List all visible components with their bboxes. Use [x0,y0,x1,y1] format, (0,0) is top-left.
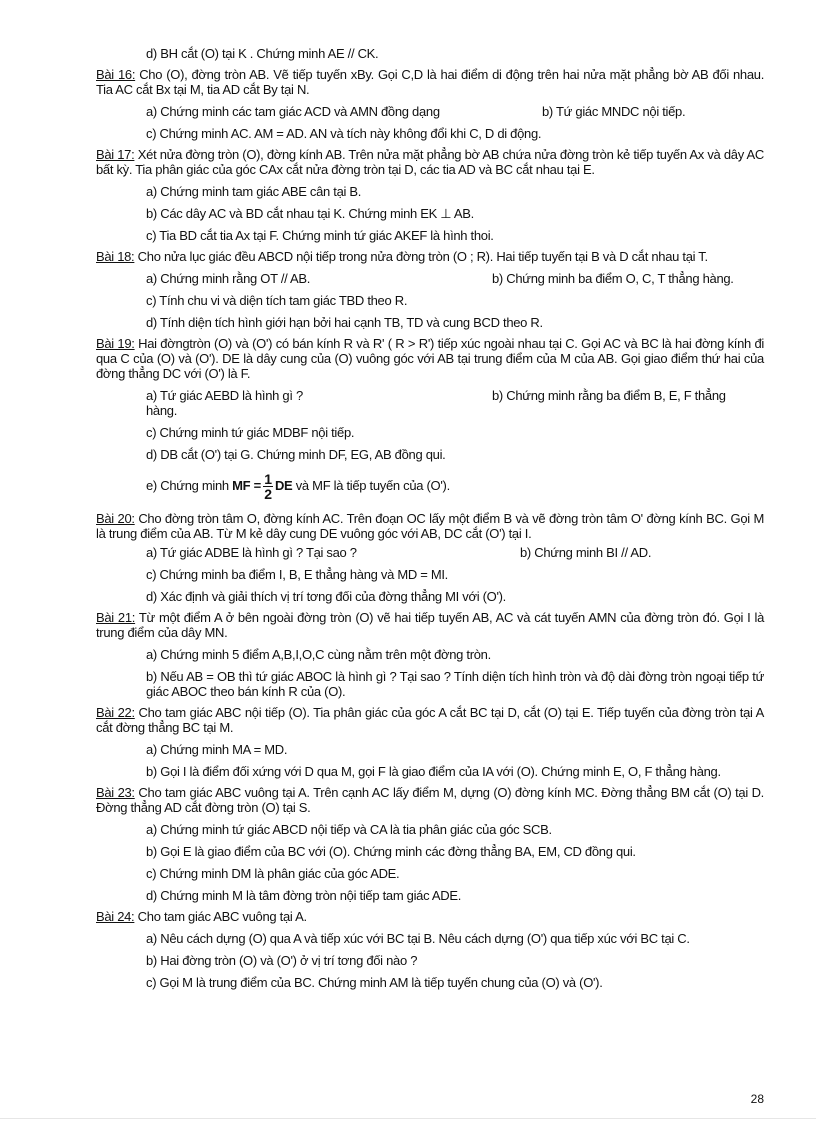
problem-24 [96,909,764,924]
item-d: d) Tính diện tích hình giới hạn bởi hai cạnh TB, TD và cung BCD theo R. [146,315,543,330]
item-a: a) Chứng minh 5 điểm A,B,I,O,C cùng nằm trên một đờng tròn. [146,647,491,662]
problem-21 [96,610,764,640]
formula-de: DE [274,478,293,493]
problem-17 [96,147,764,177]
item-d: d) Chứng minh M là tâm đờng tròn nội tiếp tam giác ADE. [146,888,462,903]
item-b: b) Các dây AC và BD cắt nhau tại K. Chứng minh EK ⊥ AB. [146,206,474,221]
problem-18 [96,249,764,264]
problem-statement: Cho tam giác ABC vuông tại A. [134,909,307,924]
item-a: a) Chứng minh các tam giác ACD và AMN đồng dạng [146,104,440,119]
item-e [96,469,764,503]
item-b: b) Gọi E là giao điểm của BC với (O). Chứng minh các đờng thẳng BA, EM, CD đồng qui. [146,844,636,859]
item-a: a) Chứng minh tứ giác ABCD nội tiếp và CA là tia phân giác của góc SCB. [146,822,552,837]
item-a: a) Chứng minh tam giác ABE cân tại B. [146,184,362,199]
problem-16 [96,67,764,97]
problem-title: Bài 22: [96,705,135,720]
problem-title: Bài 24: [96,909,135,924]
item-b: b) Tứ giác MNDC nội tiếp. [542,104,686,119]
item-e-suffix: và MF là tiếp tuyến của (O'). [292,478,450,493]
item-a: a) Tứ giác ADBE là hình gì ? Tại sao ? [146,545,357,560]
page-bottom-edge [0,1118,816,1119]
item-b: b) Chứng minh ba điểm O, C, T thẳng hàng. [492,271,734,286]
fraction [263,472,273,501]
document-page [96,46,764,990]
item-a: a) Chứng minh rằng OT // AB. [146,271,311,286]
fraction-numerator: 1 [264,471,272,488]
item-b: b) Chứng minh rằng ba điểm B, E, F thẳng [492,388,726,403]
problem-20 [96,511,764,541]
item-d: d) Xác định và giải thích vị trí tơng đối của đờng thẳng MI với (O'). [146,589,506,604]
item-a: a) Tứ giác AEBD là hình gì ? [146,388,303,403]
item-c: c) Chứng minh DM là phân giác của góc ADE. [146,866,400,881]
intro-item-d: d) BH cắt (O) tại K . Chứng minh AE // CK. [146,46,379,61]
problem-statement: Hai đờngtròn (O) và (O') có bán kính R và R' ( R > R') tiếp xúc ngoài nhau tại C. Gọi AC và BC là hai đờng kính đi qua C của (O) và (O'). DE là dây cung của (O) vuông góc với AB tại trung điểm của M của AB. Gọi giao điểm thứ hai của đờng thẳng DC với (O') là F. [96,336,764,381]
item-b: b) Hai đờng tròn (O) và (O') ở vị trí tơng đối nào ? [146,953,418,968]
problem-19 [96,336,764,381]
item-c: c) Chứng minh AC. AM = AD. AN và tích này không đổi khi C, D di động. [146,126,542,141]
problem-title: Bài 18: [96,249,135,264]
problem-statement: Cho tam giác ABC vuông tại A. Trên cạnh AC lấy điểm M, dựng (O) đờng kính MC. Đờng thẳng BM cắt (O) tại D. Đờng thẳng AD cắt đờng tròn (O) tại S. [96,785,764,815]
item-c: c) Tia BD cắt tia Ax tại F. Chứng minh tứ giác AKEF là hình thoi. [146,228,494,243]
problem-title: Bài 16: [96,67,136,82]
item-e-prefix: e) Chứng minh [146,478,233,493]
problem-statement: Cho nửa lục giác đều ABCD nội tiếp trong nửa đờng tròn (O ; R). Hai tiếp tuyến tại B và D cắt nhau tại T. [134,249,708,264]
problem-title: Bài 20: [96,511,135,526]
item-a: a) Nêu cách dựng (O) qua A và tiếp xúc với BC tại B. Nêu cách dựng (O') qua tiếp xúc với BC tại C. [146,931,690,946]
item-a: a) Chứng minh MA = MD. [146,742,288,757]
item-c: c) Chứng minh tứ giác MDBF nội tiếp. [146,425,355,440]
problem-title: Bài 21: [96,610,136,625]
item-b-continued: hàng. [146,403,178,418]
problem-title: Bài 19: [96,336,135,351]
item-b: b) Chứng minh BI // AD. [520,545,652,560]
item-b: b) Nếu AB = OB thì tứ giác ABOC là hình gì ? Tại sao ? Tính diện tích hình tròn và độ dài đờng tròn ngoại tiếp tứ giác ABOC theo bán kính R của (O). [146,669,764,699]
problem-statement: Cho tam giác ABC nội tiếp (O). Tia phân giác của góc A cắt BC tại D, cắt (O) tại E. Tiếp tuyến của đờng tròn tại A cắt đờng thẳng BC tại M. [96,705,764,735]
formula-mf: MF = [232,478,261,493]
item-c: c) Chứng minh ba điểm I, B, E thẳng hàng và MD = MI. [146,567,448,582]
item-c: c) Gọi M là trung điểm của BC. Chứng minh AM là tiếp tuyến chung của (O) và (O'). [146,975,603,990]
problem-title: Bài 23: [96,785,135,800]
problem-title: Bài 17: [96,147,135,162]
problem-23 [96,785,764,815]
item-b: b) Gọi I là điểm đối xứng với D qua M, gọi F là giao điểm của IA với (O). Chứng minh E, O, F thẳng hàng. [146,764,721,779]
item-d: d) DB cắt (O') tại G. Chứng minh DF, EG, AB đồng qui. [146,447,446,462]
problem-statement: Xét nửa đờng tròn (O), đờng kính AB. Trên nửa mặt phẳng bờ AB chứa nửa đờng tròn kẻ tiếp tuyến Ax và dây AC bất kỳ. Tia phân giác của góc CAx cắt nửa đờng tròn tại D, các tia AD và BC cắt nhau tại E. [96,147,764,177]
problem-statement: Cho đờng tròn tâm O, đờng kính AC. Trên đoạn OC lấy một điểm B và vẽ đờng tròn tâm O' đờng kính BC. Gọi M là trung điểm của AB. Từ M kẻ dây cung DE vuông góc với AB, DC cắt (O') tại I. [96,511,764,541]
problem-statement: Cho (O), đờng tròn AB. Vẽ tiếp tuyến xBy. Gọi C,D là hai điểm di động trên hai nửa mặt phẳng bờ AB đối nhau. Tia AC cắt Bx tại M, tia AD cắt By tại N. [96,67,765,97]
fraction-denominator: 2 [264,486,272,503]
page-number: 28 [750,1092,764,1106]
problem-22 [96,705,764,735]
problem-statement: Từ một điểm A ở bên ngoài đờng tròn (O) vẽ hai tiếp tuyến AB, AC và cát tuyến AMN của đờng tròn đó. Gọi I là trung điểm của dây MN. [96,610,765,640]
item-c: c) Tính chu vi và diện tích tam giác TBD theo R. [146,293,408,308]
